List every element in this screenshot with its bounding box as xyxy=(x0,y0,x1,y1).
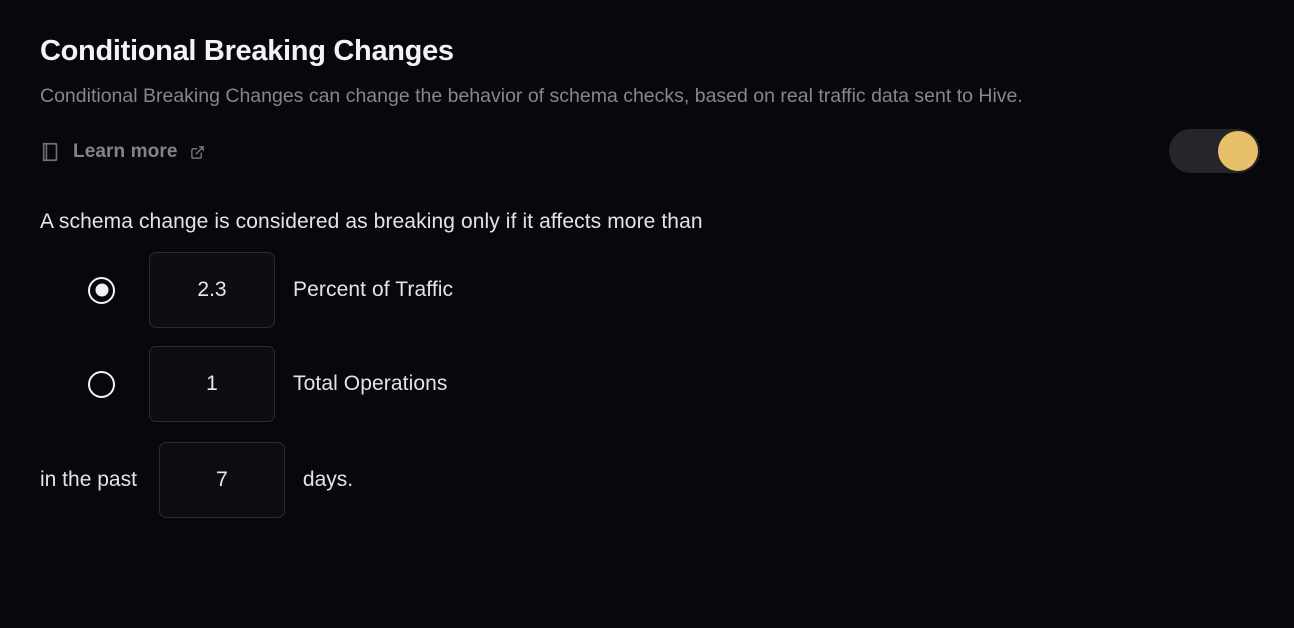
radio-total-operations[interactable] xyxy=(88,371,115,398)
external-link-icon xyxy=(190,145,205,160)
condition-intro-text: A schema change is considered as breaking only if it affects more than xyxy=(40,210,703,234)
learn-more-row[interactable] xyxy=(40,140,1254,164)
total-operations-input[interactable] xyxy=(149,346,275,422)
card-description: Conditional Breaking Changes can change the behavior of schema checks, based on real traffic data sent to Hive. xyxy=(40,84,1023,107)
period-days-input[interactable] xyxy=(159,442,285,518)
page-title: Conditional Breaking Changes xyxy=(40,35,454,67)
conditional-breaking-changes-toggle[interactable] xyxy=(1169,129,1260,173)
percent-of-traffic-label: Percent of Traffic xyxy=(293,278,454,302)
period-suffix-label: days. xyxy=(302,468,354,492)
total-operations-label: Total Operations xyxy=(293,372,448,396)
toggle-knob xyxy=(1218,131,1258,171)
option-row-operations xyxy=(40,346,1254,422)
percent-of-traffic-input[interactable] xyxy=(149,252,275,328)
radio-percent-of-traffic[interactable] xyxy=(88,277,115,304)
book-icon xyxy=(40,140,62,164)
period-row xyxy=(40,442,1254,518)
period-prefix-label: in the past xyxy=(40,468,137,492)
option-row-percentage xyxy=(40,252,1254,328)
learn-more-link[interactable]: Learn more xyxy=(73,141,178,163)
